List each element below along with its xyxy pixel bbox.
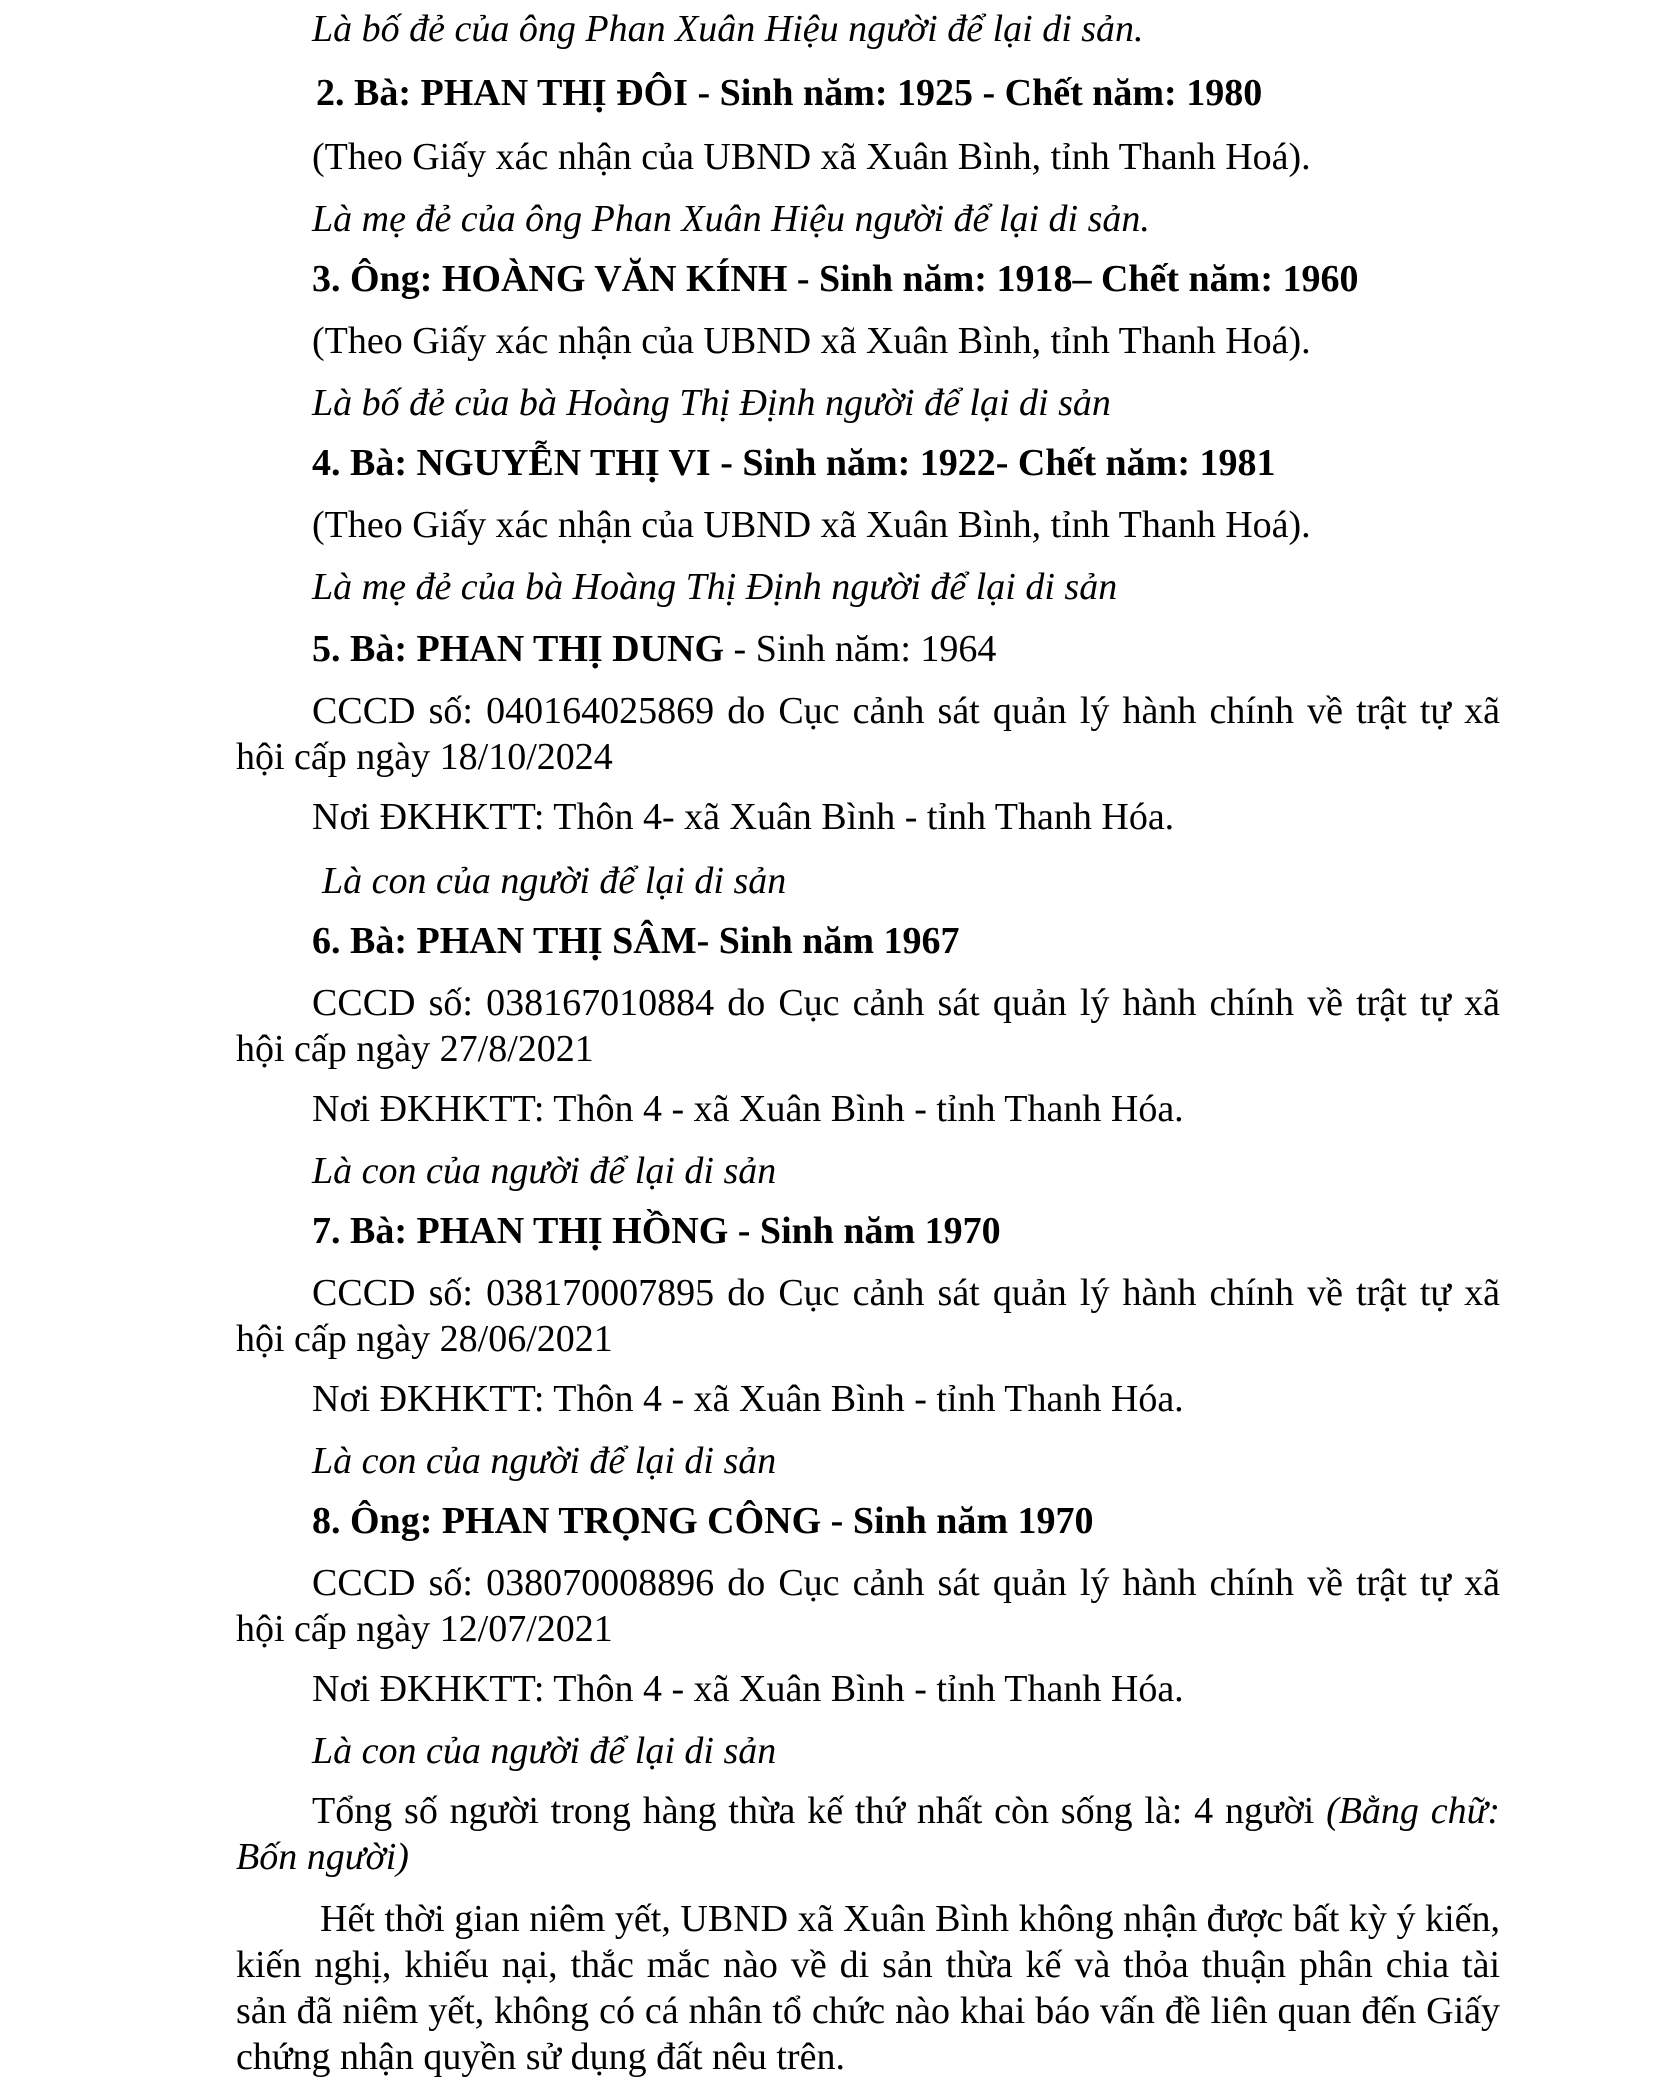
heir-3-title: 3. Ông: HOÀNG VĂN KÍNH - Sinh năm: 1918– Chết năm: 1960 <box>312 258 1359 300</box>
heir-7-title: 7. Bà: PHAN THỊ HỒNG - Sinh năm 1970 <box>312 1210 1001 1252</box>
heir-5-birth: - Sinh năm: 1964 <box>724 628 997 670</box>
heir-4-title: 4. Bà: NGUYỄN THỊ VI - Sinh năm: 1922- Chết năm: 1981 <box>312 442 1276 484</box>
heir-total-in-words: (Bằng chữ: Bốn người) <box>236 1790 1500 1878</box>
heir-6-id-card: CCCD số: 038167010884 do Cục cảnh sát quản lý hành chính về trật tự xã hội cấp ngày 27/8/2021 <box>236 982 1500 1070</box>
heir-4-relation-note: Là mẹ đẻ của bà Hoàng Thị Định người để lại di sản <box>312 566 1118 608</box>
heir-6-relation-note: Là con của người để lại di sản <box>312 1150 777 1192</box>
heir-8-relation-note: Là con của người để lại di sản <box>312 1730 777 1772</box>
heir-2-relation-note: Là mẹ đẻ của ông Phan Xuân Hiệu người để lại di sản. <box>312 198 1150 240</box>
heir-6-title: 6. Bà: PHAN THỊ SÂM- Sinh năm 1967 <box>312 920 960 962</box>
heir-2-source: (Theo Giấy xác nhận của UBND xã Xuân Bình, tỉnh Thanh Hoá). <box>312 136 1311 178</box>
heir-5-name: 5. Bà: PHAN THỊ DUNG <box>312 628 725 670</box>
closing-paragraph: Hết thời gian niêm yết, UBND xã Xuân Bình không nhận được bất kỳ ý kiến, kiến nghị, khiếu nại, thắc mắc nào về di sản thừa kế và thỏa thuận phân chia tài sản đã niêm yết, không có cá nhân tổ chức nào khai báo vấn đề liên quan đến Giấy chứng nhận quyền sử dụng đất nêu trên. <box>236 1898 1500 2078</box>
heir-4-source: (Theo Giấy xác nhận của UBND xã Xuân Bình, tỉnh Thanh Hoá). <box>312 504 1311 546</box>
heir-3-relation-note: Là bố đẻ của bà Hoàng Thị Định người để lại di sản <box>312 382 1111 424</box>
heir-6-address: Nơi ĐKHKTT: Thôn 4 - xã Xuân Bình - tỉnh Thanh Hóa. <box>312 1088 1184 1130</box>
heir-8-id-card: CCCD số: 038070008896 do Cục cảnh sát quản lý hành chính về trật tự xã hội cấp ngày 12/07/2021 <box>236 1562 1500 1650</box>
heir-5-address: Nơi ĐKHKTT: Thôn 4- xã Xuân Bình - tỉnh Thanh Hóa. <box>312 796 1175 838</box>
heir-3-source: (Theo Giấy xác nhận của UBND xã Xuân Bình, tỉnh Thanh Hoá). <box>312 320 1311 362</box>
heir-5-title <box>312 626 996 672</box>
heir-7-id-card: CCCD số: 038170007895 do Cục cảnh sát quản lý hành chính về trật tự xã hội cấp ngày 28/06/2021 <box>236 1272 1500 1360</box>
heir-5-relation-note: Là con của người để lại di sản <box>322 860 787 902</box>
heir-total-paragraph <box>236 1788 1500 1880</box>
heir-7-relation-note: Là con của người để lại di sản <box>312 1440 777 1482</box>
heir-8-address: Nơi ĐKHKTT: Thôn 4 - xã Xuân Bình - tỉnh Thanh Hóa. <box>312 1668 1184 1710</box>
heir-2-title: 2. Bà: PHAN THỊ ĐÔI - Sinh năm: 1925 - Chết năm: 1980 <box>316 72 1263 114</box>
heir-1-relation-note: Là bố đẻ của ông Phan Xuân Hiệu người để lại di sản. <box>312 8 1144 50</box>
heir-7-address: Nơi ĐKHKTT: Thôn 4 - xã Xuân Bình - tỉnh Thanh Hóa. <box>312 1378 1184 1420</box>
heir-5-id-card: CCCD số: 040164025869 do Cục cảnh sát quản lý hành chính về trật tự xã hội cấp ngày 18/10/2024 <box>236 690 1500 778</box>
heir-total-text: Tổng số người trong hàng thừa kế thứ nhất còn sống là: 4 người <box>312 1790 1327 1832</box>
heir-8-title: 8. Ông: PHAN TRỌNG CÔNG - Sinh năm 1970 <box>312 1500 1094 1542</box>
